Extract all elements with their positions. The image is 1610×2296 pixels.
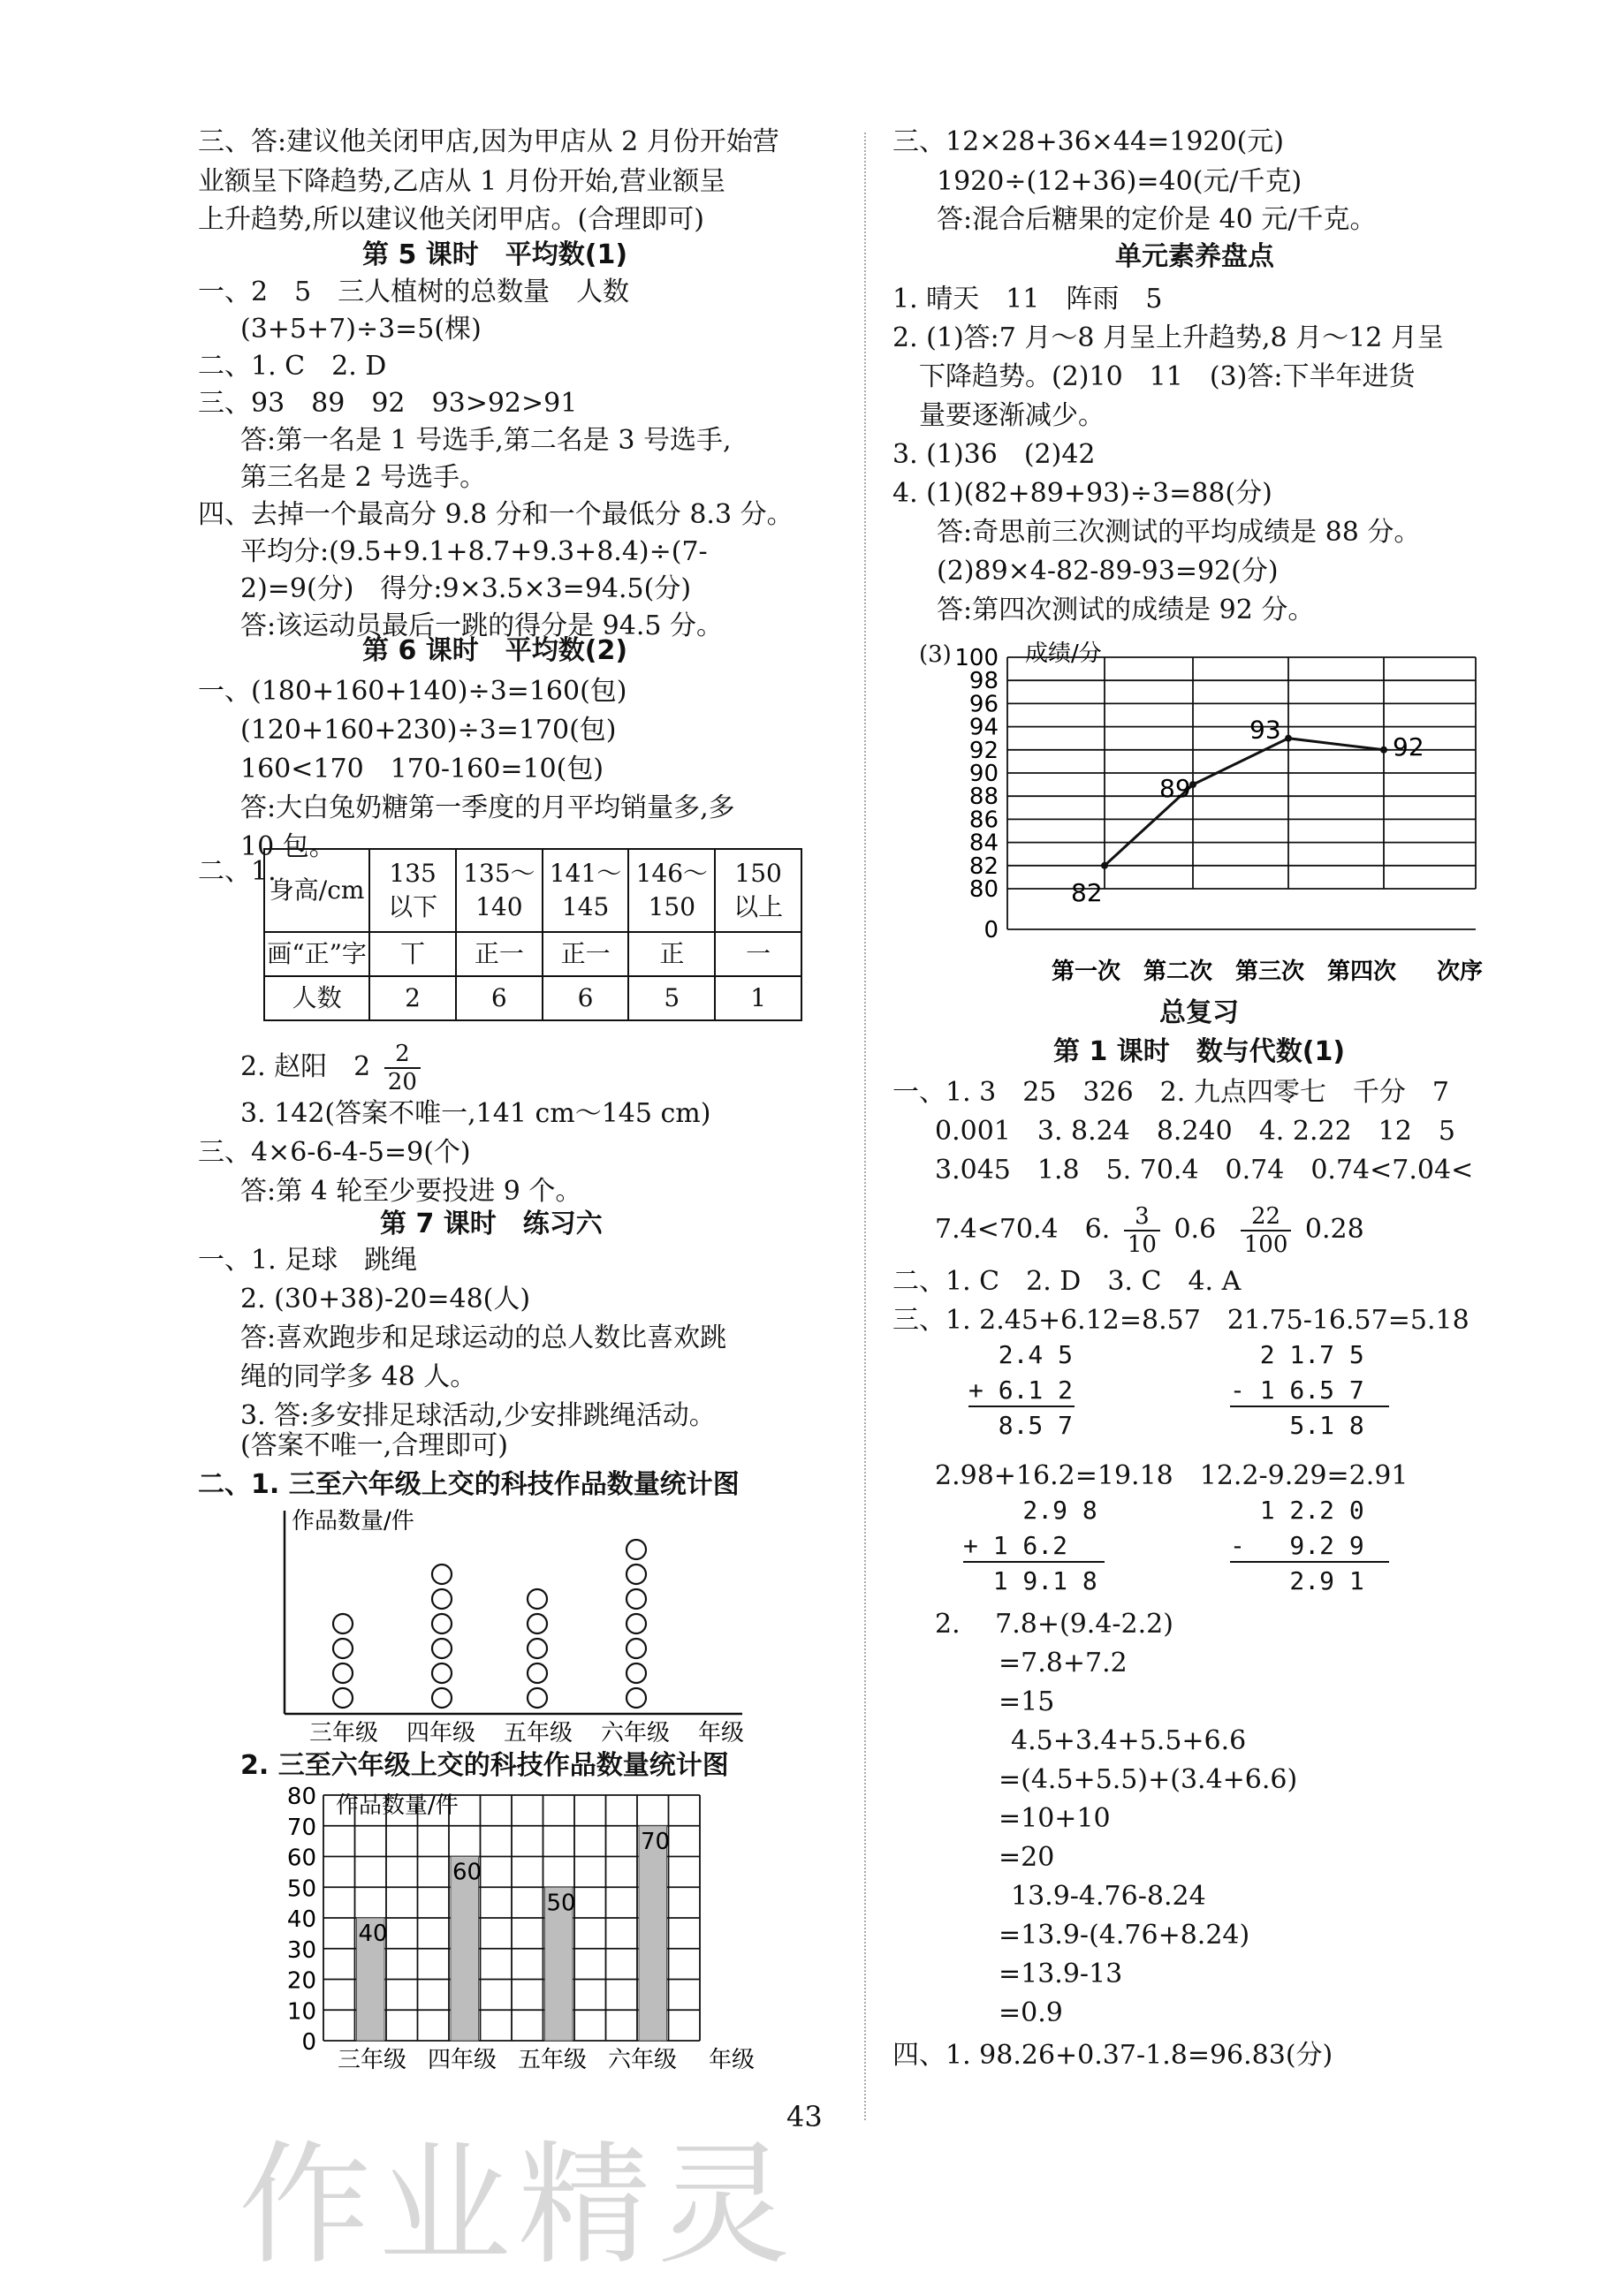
header-cell: 150 — [734, 859, 782, 888]
x-axis-label: 次序 — [1437, 959, 1484, 985]
bar-value-label: 50 — [546, 1890, 576, 1917]
answer-line: 三、1. 2.45+6.12=8.57 21.75-16.57=5.18 — [892, 1305, 1470, 1336]
header-cell: 150 — [648, 892, 696, 921]
header-cell: 135～ — [463, 859, 535, 888]
data-point — [1380, 746, 1387, 754]
answer-line: 平均分:(9.5+9.1+8.7+9.3+8.4)÷(7- — [240, 536, 708, 567]
answer-line — [240, 1041, 426, 1095]
pictograph-circle — [432, 1565, 452, 1584]
answer-line: 160<170 170-160=10(包) — [240, 754, 604, 784]
chart-ylabel: 作品数量/件 — [336, 1792, 459, 1819]
pictograph-circle — [432, 1688, 452, 1708]
answer-line: 一、1. 3 25 326 2. 九点四零七 千分 7 — [892, 1077, 1449, 1108]
pictograph-circle — [333, 1614, 353, 1633]
bar-value-label: 70 — [641, 1828, 671, 1855]
answer-line: 答:第四次测试的成绩是 92 分。 — [937, 595, 1315, 625]
denominator: 10 — [1127, 1231, 1157, 1258]
answer-line: 一、1. 足球 跳绳 — [198, 1245, 418, 1276]
answer-text: 0.28 — [1304, 1214, 1364, 1245]
category-label: 第二次 — [1143, 959, 1213, 985]
lesson-title: 第 1 课时 数与代数(1) — [1053, 1036, 1346, 1067]
answer-line: 3. 142(答案不唯一,141 cm～145 cm) — [240, 1098, 711, 1129]
answer-line: 二、1. C 2. D 3. C 4. A — [892, 1266, 1242, 1297]
pictograph-circle — [333, 1639, 353, 1658]
tally-cell: 正一 — [456, 932, 543, 976]
answer-line: (2)89×4-82-89-93=92(分) — [937, 556, 1279, 587]
y-tick-label: 100 — [954, 645, 999, 671]
section-title: 总复习 — [1159, 997, 1239, 1028]
fraction — [384, 1041, 421, 1095]
answer-line: 答:混合后糖果的定价是 40 元/千克。 — [937, 204, 1377, 235]
answer-line: 三、12×28+36×44=1920(元) — [892, 126, 1284, 157]
y-tick-label: 0 — [301, 2029, 316, 2056]
category-label: 第三次 — [1235, 959, 1305, 985]
answer-line: 答:喜欢跑步和足球运动的总人数比喜欢跳 — [240, 1322, 727, 1353]
category-label: 第一次 — [1052, 959, 1121, 985]
count-cell: 2 — [369, 976, 456, 1020]
tally-table — [263, 848, 802, 1021]
y-tick-label: 90 — [968, 761, 999, 787]
chart-ylabel: 作品数量/件 — [292, 1508, 414, 1534]
y-tick-label: 70 — [286, 1814, 316, 1841]
answer-line: 0.001 3. 8.24 8.240 4. 2.22 12 5 — [935, 1116, 1455, 1147]
answer-line: 2. (1)答:7 月～8 月呈上升趋势,8 月～12 月呈 — [892, 322, 1444, 353]
answer-line: 2.98+16.2=19.18 12.2-9.29=2.91 — [935, 1460, 1409, 1491]
category-label: 四年级 — [428, 2047, 497, 2073]
category-label: 五年级 — [504, 1720, 573, 1747]
answer-line: 10 包。 — [240, 831, 336, 862]
category-label: 第四次 — [1327, 959, 1397, 985]
tally-cell: 正一 — [543, 932, 629, 976]
data-line — [1105, 739, 1384, 866]
answer-line: (3+5+7)÷3=5(棵) — [240, 314, 482, 345]
bar-chart — [283, 1785, 831, 2076]
vertical-calculation: 2.4 5 + 6.1 2 8.5 7 — [968, 1340, 1074, 1440]
header-cell: 145 — [561, 892, 610, 921]
pictograph-circle — [528, 1663, 547, 1683]
answer-line: =(4.5+5.5)+(3.4+6.6) — [999, 1764, 1298, 1795]
answer-line: 量要逐渐减少。 — [919, 400, 1105, 431]
y-tick-label: 50 — [286, 1875, 316, 1903]
category-label: 五年级 — [518, 2047, 588, 2073]
answer-line: 4. (1)(82+89+93)÷3=88(分) — [892, 478, 1272, 509]
pictograph-circle — [627, 1688, 646, 1708]
answer-line: 二、1. C 2. D — [198, 351, 387, 382]
pictograph-circle — [627, 1614, 646, 1633]
answer-line: 2)=9(分) 得分:9×3.5×3=94.5(分) — [240, 573, 692, 604]
answer-line: 2. 7.8+(9.4-2.2) — [935, 1609, 1173, 1640]
section-title: 单元素养盘点 — [1115, 241, 1274, 272]
column-divider — [864, 133, 866, 2120]
pictograph-circle — [627, 1639, 646, 1658]
data-point — [1101, 862, 1108, 869]
data-label: 82 — [1071, 877, 1103, 907]
answer-line: 1920÷(12+36)=40(元/千克) — [937, 166, 1302, 197]
answer-line: 三、4×6-6-4-5=9(个) — [198, 1137, 471, 1168]
pictograph-circle — [528, 1614, 547, 1633]
lesson-title: 第 5 课时 平均数(1) — [362, 239, 628, 270]
bar-y-ticks — [287, 1785, 316, 2056]
lesson-title: 第 6 课时 平均数(2) — [362, 635, 628, 666]
answer-line: 4.5+3.4+5.5+6.6 — [1011, 1725, 1247, 1756]
question-number: 二、1. — [198, 856, 277, 887]
answer-line: 答:该运动员最后一跳的得分是 94.5 分。 — [240, 610, 723, 641]
answer-line: 一、2 5 三人植树的总数量 人数 — [198, 277, 630, 307]
y-tick-label: 84 — [968, 830, 999, 857]
answer-line: 上升趋势,所以建议他关闭甲店。(合理即可) — [198, 204, 704, 235]
x-axis-label: 年级 — [709, 2047, 756, 2073]
answer-line: (答案不唯一,合理即可) — [240, 1430, 508, 1461]
header-cell: 135 — [389, 859, 437, 888]
answer-line: 1. 晴天 11 阵雨 5 — [892, 284, 1163, 314]
calc-rule — [963, 1558, 1105, 1567]
denominator: 20 — [387, 1069, 417, 1095]
pictograph-circle — [627, 1565, 646, 1584]
y-tick-label: 94 — [968, 714, 999, 741]
watermark: 作业精灵 — [239, 2129, 798, 2283]
answer-line: 2. (30+38)-20=48(人) — [240, 1284, 531, 1315]
answer-line — [935, 1203, 1364, 1258]
answer-text: 2. 赵阳 2 — [240, 1051, 371, 1082]
y-tick-label: 88 — [968, 784, 999, 811]
y-tick-label: 96 — [968, 691, 999, 718]
count-cell: 1 — [715, 976, 801, 1020]
header-cell: 141～ — [549, 859, 622, 888]
answer-text: 0.6 — [1173, 1214, 1217, 1245]
count-cell: 5 — [628, 976, 715, 1020]
calc-rule — [1230, 1403, 1389, 1412]
y-tick-label: 82 — [968, 852, 999, 880]
y-tick-label: 40 — [286, 1906, 316, 1933]
category-label: 六年级 — [608, 2047, 678, 2073]
lesson-title: 第 7 课时 练习六 — [380, 1209, 603, 1239]
y-tick-label: 80 — [286, 1785, 316, 1810]
category-label: 三年级 — [309, 1720, 379, 1747]
answer-line: 3.045 1.8 5. 70.4 0.74 0.74<7.04< — [935, 1155, 1474, 1186]
header-cell: 146～ — [635, 859, 709, 888]
line-chart — [937, 633, 1555, 986]
pictograph-circle — [333, 1688, 353, 1708]
pictograph-circle — [627, 1589, 646, 1609]
numerator: 2 — [384, 1041, 421, 1069]
answer-line: =15 — [999, 1686, 1055, 1717]
answer-line: 答:大白兔奶糖第一季度的月平均销量多,多 — [240, 792, 735, 823]
answer-line: 三、93 89 92 93>92>91 — [198, 388, 578, 419]
answer-line: =7.8+7.2 — [999, 1648, 1128, 1678]
tally-cell: 正 — [628, 932, 715, 976]
pictograph-circle — [432, 1639, 452, 1658]
header-cell: 140 — [475, 892, 523, 921]
pictograph-chart — [265, 1502, 831, 1758]
y-tick-label: 60 — [286, 1845, 316, 1872]
category-label: 三年级 — [338, 2047, 407, 2073]
line-y-ticks — [954, 645, 999, 943]
pictograph-circle — [627, 1663, 646, 1683]
answer-text: 7.4<70.4 6. — [935, 1214, 1111, 1245]
answer-line: =13.9-(4.76+8.24) — [999, 1920, 1250, 1951]
category-label: 四年级 — [406, 1720, 476, 1747]
fraction — [1124, 1203, 1160, 1258]
y-tick-label: 10 — [286, 1998, 316, 2026]
pictograph-circle — [432, 1614, 452, 1633]
line-series — [1071, 716, 1424, 907]
pictograph-circles — [333, 1540, 646, 1708]
answer-line: =10+10 — [999, 1803, 1111, 1834]
numerator: 22 — [1241, 1203, 1292, 1231]
calc-rule — [968, 1403, 1075, 1412]
answer-line: =13.9-13 — [999, 1959, 1123, 1989]
vertical-calculation: 2.9 8 + 1 6.2 1 9.1 8 — [963, 1496, 1097, 1595]
question-number: (3) — [919, 641, 952, 668]
y-tick-label: 0 — [983, 917, 999, 943]
pictograph-circle — [627, 1540, 646, 1559]
answer-line: 答:第 4 轮至少要投进 9 个。 — [240, 1176, 582, 1207]
answer-line: 四、去掉一个最高分 9.8 分和一个最低分 8.3 分。 — [198, 499, 794, 530]
pictograph-circle — [333, 1663, 353, 1683]
y-tick-label: 80 — [968, 876, 999, 903]
bar-value-label: 60 — [452, 1859, 482, 1886]
y-tick-label: 92 — [968, 737, 999, 764]
answer-line: 答:奇思前三次测试的平均成绩是 88 分。 — [937, 517, 1421, 548]
pictograph-circle — [528, 1688, 547, 1708]
answer-line: (120+160+230)÷3=170(包) — [240, 715, 617, 746]
answer-line: 下降趋势。(2)10 11 (3)答:下半年进货 — [919, 361, 1416, 392]
answer-line: 业额呈下降趋势,乙店从 1 月份开始,营业额呈 — [198, 166, 726, 197]
data-label: 92 — [1393, 731, 1424, 762]
pictograph-circle — [528, 1589, 547, 1609]
data-point — [1285, 735, 1292, 742]
y-tick-label: 86 — [968, 807, 999, 834]
count-cell: 6 — [456, 976, 543, 1020]
x-axis-label: 年级 — [698, 1720, 745, 1747]
vertical-calculation: 2 1.7 5 - 1 6.5 7 5.1 8 — [1230, 1340, 1364, 1440]
answer-line: 一、(180+160+140)÷3=160(包) — [198, 676, 627, 707]
answer-line: 3. (1)36 (2)42 — [892, 439, 1096, 470]
data-label: 93 — [1249, 715, 1281, 745]
answer-line: 3. 答:多安排足球活动,少安排跳绳活动。 — [240, 1400, 716, 1431]
y-tick-label: 98 — [968, 668, 999, 695]
row-label: 身高/cm — [264, 849, 369, 932]
tally-cell: 丅 — [369, 932, 456, 976]
row-label: 人数 — [264, 976, 369, 1020]
answer-line: 答:第一名是 1 号选手,第二名是 3 号选手, — [240, 425, 732, 456]
page-number: 43 — [786, 2100, 823, 2133]
pictograph-circle — [432, 1663, 452, 1683]
fraction — [1241, 1203, 1292, 1258]
answer-line: 绳的同学多 48 人。 — [240, 1361, 477, 1392]
header-cell: 以下 — [388, 892, 438, 921]
pictograph-circle — [432, 1589, 452, 1609]
answer-line: 四、1. 98.26+0.37-1.8=96.83(分) — [892, 2040, 1333, 2071]
bar-series — [357, 1826, 671, 2041]
answer-line: 第三名是 2 号选手。 — [240, 462, 487, 493]
pictograph-circle — [528, 1639, 547, 1658]
calc-rule — [1230, 1558, 1389, 1567]
vertical-calculation: 1 2.2 0 - 9.2 9 2.9 1 — [1230, 1496, 1364, 1595]
count-cell: 6 — [543, 976, 629, 1020]
answer-line: 三、答:建议他关闭甲店,因为甲店从 2 月份开始营 — [198, 126, 779, 157]
chart-title: 2. 三至六年级上交的科技作品数量统计图 — [240, 1750, 729, 1781]
category-label: 六年级 — [601, 1720, 671, 1747]
bar — [639, 1826, 667, 2041]
chart-ylabel: 成绩/分 — [1025, 640, 1102, 667]
denominator: 100 — [1243, 1231, 1288, 1258]
y-tick-label: 20 — [286, 1967, 316, 1995]
bar-value-label: 40 — [358, 1921, 388, 1947]
answer-line: =20 — [999, 1842, 1055, 1873]
row-label: 画“正”字 — [264, 932, 369, 976]
chart-title: 二、1. 三至六年级上交的科技作品数量统计图 — [198, 1469, 740, 1500]
numerator: 3 — [1124, 1203, 1160, 1231]
y-tick-label: 30 — [286, 1936, 316, 1964]
header-cell: 以上 — [733, 892, 784, 921]
answer-line: =0.9 — [999, 1997, 1063, 2028]
answer-line: 13.9-4.76-8.24 — [1011, 1881, 1206, 1912]
data-label: 89 — [1159, 774, 1191, 804]
tally-cell: 一 — [715, 932, 801, 976]
